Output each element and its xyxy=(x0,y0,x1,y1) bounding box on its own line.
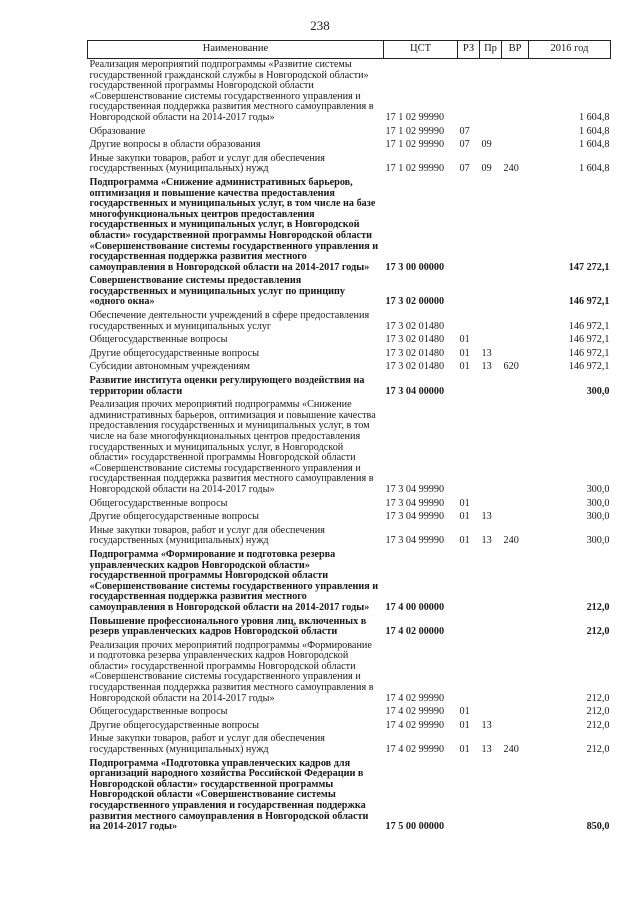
cell-pr: 09 xyxy=(481,139,492,151)
cell-rz xyxy=(458,640,480,707)
cell-name: Общегосударственные вопросы xyxy=(89,334,228,346)
table-row xyxy=(88,153,611,177)
cell-vr xyxy=(502,275,529,310)
cell-rz xyxy=(458,59,480,126)
cell-name: Развитие института оценки регулирующего воздействия на территории области xyxy=(89,375,365,397)
cell-cst: 17 4 02 99990 xyxy=(385,719,445,731)
cell-rz: 07 xyxy=(459,125,470,137)
cell-cst: 17 3 02 00000 xyxy=(385,296,445,308)
cell-rz: 01 xyxy=(459,511,470,523)
cell-cst: 17 3 00 00000 xyxy=(385,261,445,273)
table-body xyxy=(88,59,611,835)
cell-vr xyxy=(502,549,529,616)
cell-rz: 01 xyxy=(459,535,470,547)
cell-name: Иные закупки товаров, работ и услуг для обеспечения государственных (муниципальных) нужд xyxy=(89,524,325,547)
cell-name: Подпрограмма «Снижение административных барьеров, оптимизация и повышение качества предоставления государственных и муниципальных услуг, в том числе на базе многофункциональных центров предоставления государственных и муниципальных услуг, в Новгородской области» государственной программы Новгородской области «Совершенствование системы государственного управления и государственная поддержка развития местного самоуправления в Новгородской области на 2014-2017 годы» xyxy=(89,176,379,273)
cell-vr: 240 xyxy=(503,163,519,175)
cell-pr xyxy=(480,549,502,616)
cell-cst: 17 3 04 99990 xyxy=(385,497,445,509)
cell-vr xyxy=(502,498,529,512)
table-row xyxy=(88,361,611,375)
cell-sum: 300,0 xyxy=(586,483,610,495)
cell-vr xyxy=(502,616,529,640)
cell-vr xyxy=(502,310,529,334)
cell-sum: 850,0 xyxy=(586,821,610,833)
cell-name: Другие общегосударственные вопросы xyxy=(89,511,259,523)
cell-pr: 13 xyxy=(481,744,492,756)
cell-sum: 300,0 xyxy=(586,385,610,397)
table-row xyxy=(88,334,611,348)
cell-name: Общегосударственные вопросы xyxy=(89,497,228,509)
cell-name: Повышение профессионального уровня лиц, включенных в резерв управленческих кадров Новгородской области xyxy=(89,615,367,638)
cell-cst: 17 4 02 99990 xyxy=(385,744,445,756)
cell-rz: 07 xyxy=(459,139,470,151)
cell-sum: 1 604,8 xyxy=(578,139,610,151)
cell-pr xyxy=(480,310,502,334)
cell-sum: 300,0 xyxy=(586,535,610,547)
table-row xyxy=(88,525,611,549)
cell-cst: 17 3 02 01480 xyxy=(385,361,445,373)
cell-rz: 07 xyxy=(459,163,470,175)
cell-vr xyxy=(502,511,529,525)
table-row xyxy=(88,616,611,640)
table-row xyxy=(88,126,611,140)
table-row xyxy=(88,375,611,399)
header-rz: РЗ xyxy=(458,41,480,59)
cell-pr xyxy=(480,59,502,126)
cell-vr xyxy=(502,720,529,734)
cell-rz xyxy=(458,399,480,497)
cell-cst: 17 1 02 99990 xyxy=(385,125,445,137)
header-vr: ВР xyxy=(502,41,529,59)
cell-cst: 17 3 02 01480 xyxy=(385,320,445,332)
cell-rz: 01 xyxy=(459,744,470,756)
table-row xyxy=(88,139,611,153)
table-row xyxy=(88,399,611,497)
cell-name: Образование xyxy=(89,125,146,137)
cell-name: Общегосударственные вопросы xyxy=(89,706,228,718)
table-row xyxy=(88,498,611,512)
page-number: 238 xyxy=(310,18,330,33)
cell-pr xyxy=(480,375,502,399)
cell-name: Иные закупки товаров, работ и услуг для обеспечения государственных (муниципальных) нужд xyxy=(89,733,325,756)
cell-cst: 17 3 02 01480 xyxy=(385,347,445,359)
cell-cst: 17 4 02 99990 xyxy=(385,692,445,704)
cell-rz: 01 xyxy=(459,497,470,509)
cell-name: Реализация мероприятий подпрограммы «Развитие системы государственной гражданской службы в Новгородской области» государственной программы Новгородской области «Совершенствование системы государственного управления и государственная поддержка развития местного самоуправления в Новгородской области на 2014-2017 годы» xyxy=(89,59,374,123)
cell-rz xyxy=(458,177,480,275)
cell-pr xyxy=(480,126,502,140)
cell-cst: 17 3 04 99990 xyxy=(385,483,445,495)
cell-sum: 1 604,8 xyxy=(578,111,610,123)
header-year: 2016 год xyxy=(529,41,611,59)
cell-sum: 146 972,1 xyxy=(568,334,610,346)
cell-vr xyxy=(502,640,529,707)
cell-rz xyxy=(458,375,480,399)
cell-vr xyxy=(502,399,529,497)
cell-cst: 17 4 02 00000 xyxy=(385,626,445,638)
cell-name: Другие общегосударственные вопросы xyxy=(89,719,259,731)
cell-pr: 13 xyxy=(481,347,492,359)
cell-vr: 620 xyxy=(503,361,519,373)
cell-sum: 1 604,8 xyxy=(578,125,610,137)
table-row xyxy=(88,549,611,616)
cell-cst: 17 3 04 00000 xyxy=(385,385,445,397)
cell-sum: 212,0 xyxy=(586,744,610,756)
cell-name: Другие общегосударственные вопросы xyxy=(89,347,259,359)
cell-sum: 146 972,1 xyxy=(568,347,610,359)
cell-rz: 01 xyxy=(459,706,470,718)
cell-name: Совершенствование системы предоставления государственных и муниципальных услуг по принципу «одного окна» xyxy=(89,275,345,308)
cell-vr: 240 xyxy=(503,744,519,756)
cell-name: Иные закупки товаров, работ и услуг для обеспечения государственных (муниципальных) нужд xyxy=(89,152,325,175)
cell-pr xyxy=(480,334,502,348)
cell-pr: 09 xyxy=(481,163,492,175)
table-row xyxy=(88,59,611,126)
cell-vr xyxy=(502,177,529,275)
cell-vr xyxy=(502,348,529,362)
cell-sum: 1 604,8 xyxy=(578,163,610,175)
cell-sum: 147 272,1 xyxy=(568,261,610,273)
cell-rz xyxy=(458,275,480,310)
cell-cst: 17 3 04 99990 xyxy=(385,511,445,523)
cell-cst: 17 3 02 01480 xyxy=(385,334,445,346)
table-row xyxy=(88,348,611,362)
cell-pr xyxy=(480,706,502,720)
header-pr: Пр xyxy=(480,41,502,59)
budget-table xyxy=(87,40,611,835)
cell-cst: 17 3 04 99990 xyxy=(385,535,445,547)
cell-sum: 212,0 xyxy=(586,692,610,704)
cell-cst: 17 1 02 99990 xyxy=(385,139,445,151)
table-header-row xyxy=(88,41,611,59)
cell-cst: 17 1 02 99990 xyxy=(385,163,445,175)
cell-name: Обеспечение деятельности учреждений в сфере предоставления государственных и муниципальных услуг xyxy=(89,310,370,332)
cell-pr xyxy=(480,616,502,640)
table-row xyxy=(88,720,611,734)
table-row xyxy=(88,511,611,525)
cell-cst: 17 1 02 99990 xyxy=(385,111,445,123)
cell-name: Реализация прочих мероприятий подпрограммы «Снижение административных барьеров, оптимизация и повышение качества предоставления государственных и муниципальных услуг, в том числе на базе многофункциональных центров предоставления государственных и муниципальных услуг, в Новгородской области» государственной программы Новгородской области «Совершенствование системы государственного управления и государственная поддержка развития местного самоуправления в Новгородской области на 2014-2017 годы» xyxy=(89,399,376,495)
cell-rz: 01 xyxy=(459,347,470,359)
cell-name: Субсидии автономным учреждениям xyxy=(89,361,250,373)
cell-sum: 300,0 xyxy=(586,511,610,523)
cell-vr xyxy=(502,375,529,399)
cell-rz: 01 xyxy=(459,361,470,373)
cell-pr: 13 xyxy=(481,511,492,523)
table-row xyxy=(88,310,611,334)
cell-sum: 146 972,1 xyxy=(568,361,610,373)
cell-pr xyxy=(480,275,502,310)
cell-pr xyxy=(480,399,502,497)
cell-name: Реализация прочих мероприятий подпрограммы «Формирование и подготовка резерва управленческих кадров Новгородской области» государственной программы Новгородской области «Совершенствование системы государственного управления и государственная поддержка развития местного самоуправления в Новгородской области на 2014-2017 годы» xyxy=(89,639,374,704)
cell-name: Другие вопросы в области образования xyxy=(89,139,261,151)
cell-name: Подпрограмма «Формирование и подготовка резерва управленческих кадров Новгородской области» государственной программы Новгородской области «Совершенствование системы государственного управления и государственная поддержка развития местного самоуправления в Новгородской области на 2014-2017 годы» xyxy=(89,548,379,613)
table-row xyxy=(88,177,611,275)
cell-sum: 212,0 xyxy=(586,601,610,613)
cell-vr xyxy=(502,126,529,140)
table-row xyxy=(88,275,611,310)
table-row xyxy=(88,758,611,835)
cell-cst: 17 4 02 99990 xyxy=(385,706,445,718)
cell-sum: 212,0 xyxy=(586,626,610,638)
cell-rz xyxy=(458,310,480,334)
cell-sum: 146 972,1 xyxy=(568,320,610,332)
cell-cst: 17 5 00 00000 xyxy=(385,821,445,833)
cell-pr: 13 xyxy=(481,535,492,547)
cell-vr xyxy=(502,706,529,720)
cell-pr xyxy=(480,640,502,707)
cell-pr: 13 xyxy=(481,361,492,373)
table-row xyxy=(88,640,611,707)
cell-rz: 01 xyxy=(459,334,470,346)
cell-vr xyxy=(502,139,529,153)
table-row xyxy=(88,706,611,720)
cell-sum: 300,0 xyxy=(586,497,610,509)
cell-pr xyxy=(480,498,502,512)
cell-name: Подпрограмма «Подготовка управленческих кадров для организаций народного хозяйства Российской Федерации в Новгородской области» государственной программы Новгородской области «Совершенствование системы государственного управления и государственная поддержка развития местного самоуправления в Новгородской области на 2014-2017 годы» xyxy=(89,757,369,833)
cell-sum: 212,0 xyxy=(586,719,610,731)
cell-rz xyxy=(458,616,480,640)
cell-sum: 212,0 xyxy=(586,706,610,718)
cell-cst: 17 4 00 00000 xyxy=(385,601,445,613)
cell-vr: 240 xyxy=(503,535,519,547)
cell-rz xyxy=(458,549,480,616)
cell-vr xyxy=(502,334,529,348)
cell-pr xyxy=(480,177,502,275)
header-name: Наименование xyxy=(88,41,384,59)
cell-vr xyxy=(502,59,529,126)
cell-rz xyxy=(458,758,480,835)
cell-pr: 13 xyxy=(481,719,492,731)
header-cst: ЦСТ xyxy=(384,41,458,59)
cell-rz: 01 xyxy=(459,719,470,731)
table-row xyxy=(88,733,611,757)
cell-pr xyxy=(480,758,502,835)
cell-sum: 146 972,1 xyxy=(568,296,610,308)
cell-vr xyxy=(502,758,529,835)
